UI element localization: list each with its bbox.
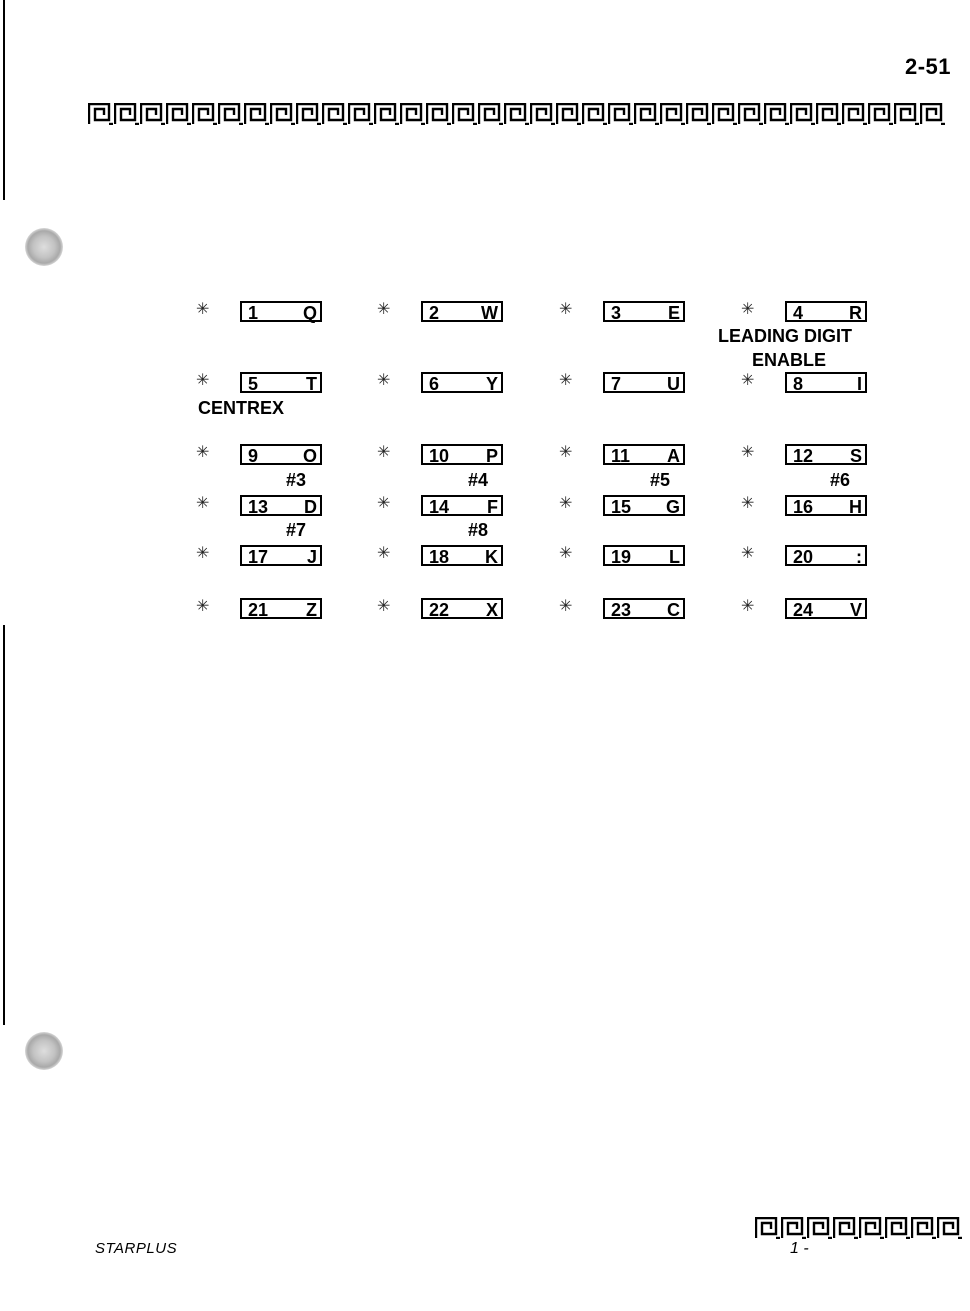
key-15 <box>559 494 734 518</box>
asterisk-icon: ✳ <box>377 545 391 562</box>
key-box <box>240 444 322 465</box>
key-box <box>421 598 503 619</box>
footer-page-number: 1 - <box>790 1240 809 1257</box>
key-10 <box>377 443 552 467</box>
key-box <box>785 372 867 393</box>
key-box <box>603 372 685 393</box>
key-number: 4 <box>793 303 804 323</box>
asterisk-icon: ✳ <box>196 495 210 512</box>
label-hash5: #5 <box>650 470 671 490</box>
key-19 <box>559 544 734 568</box>
greek-key-border-bottom <box>755 1217 967 1239</box>
asterisk-icon: ✳ <box>196 372 210 389</box>
key-box <box>603 444 685 465</box>
asterisk-icon: ✳ <box>377 598 391 615</box>
key-letter: T <box>306 374 317 394</box>
key-17 <box>196 544 371 568</box>
key-letter: S <box>849 446 862 466</box>
asterisk-icon: ✳ <box>196 301 210 318</box>
asterisk-icon: ✳ <box>196 598 210 615</box>
key-number: 8 <box>793 374 804 394</box>
label-hash4: #4 <box>468 470 489 490</box>
key-letter: Y <box>485 374 498 394</box>
punch-hole <box>25 1032 63 1070</box>
asterisk-icon: ✳ <box>377 301 391 318</box>
key-7 <box>559 371 734 395</box>
key-number: 20 <box>793 547 814 567</box>
asterisk-icon: ✳ <box>559 598 573 615</box>
key-21 <box>196 597 371 621</box>
key-letter: V <box>849 600 862 620</box>
key-box <box>785 598 867 619</box>
key-letter: W <box>481 303 498 323</box>
key-number: 10 <box>429 446 450 466</box>
key-12 <box>741 443 916 467</box>
key-24 <box>741 597 916 621</box>
left-margin-rule <box>3 0 5 200</box>
key-6 <box>377 371 552 395</box>
key-letter: Q <box>302 303 317 323</box>
key-box <box>240 545 322 566</box>
asterisk-icon: ✳ <box>377 372 391 389</box>
key-box <box>785 545 867 566</box>
key-box <box>421 372 503 393</box>
key-number: 17 <box>248 547 269 567</box>
key-box <box>603 545 685 566</box>
key-number: 9 <box>248 446 259 466</box>
key-number: 2 <box>429 303 440 323</box>
key-number: 21 <box>248 600 269 620</box>
key-letter: P <box>485 446 498 466</box>
key-box <box>421 301 503 322</box>
label-centrex: CENTREX <box>198 398 285 418</box>
key-8 <box>741 371 916 395</box>
key-11 <box>559 443 734 467</box>
key-letter: F <box>487 497 498 517</box>
key-number: 23 <box>611 600 632 620</box>
label-enable: ENABLE <box>752 350 827 370</box>
key-number: 15 <box>611 497 632 517</box>
key-number: 14 <box>429 497 450 517</box>
asterisk-icon: ✳ <box>559 545 573 562</box>
key-letter: X <box>485 600 498 620</box>
key-box <box>785 301 867 322</box>
key-number: 12 <box>793 446 814 466</box>
key-14 <box>377 494 552 518</box>
key-box <box>240 495 322 516</box>
key-box <box>421 444 503 465</box>
left-margin-rule <box>3 625 5 1025</box>
asterisk-icon: ✳ <box>741 545 755 562</box>
footer-brand: STARPLUS <box>95 1240 178 1257</box>
key-box <box>421 495 503 516</box>
key-number: 18 <box>429 547 450 567</box>
key-number: 11 <box>611 446 631 466</box>
key-letter: G <box>665 497 680 517</box>
key-number: 1 <box>248 303 259 323</box>
page-number: 2-51 <box>905 54 952 79</box>
key-3 <box>559 300 734 324</box>
key-number: 3 <box>611 303 622 323</box>
key-letter: K <box>485 547 498 567</box>
asterisk-icon: ✳ <box>741 301 755 318</box>
asterisk-icon: ✳ <box>741 598 755 615</box>
asterisk-icon: ✳ <box>196 545 210 562</box>
key-letter: J <box>306 547 317 567</box>
asterisk-icon: ✳ <box>559 444 573 461</box>
key-number: 22 <box>429 600 450 620</box>
key-5 <box>196 371 371 395</box>
key-box <box>603 598 685 619</box>
asterisk-icon: ✳ <box>196 444 210 461</box>
key-number: 16 <box>793 497 814 517</box>
key-box <box>240 301 322 322</box>
key-letter: O <box>302 446 317 466</box>
asterisk-icon: ✳ <box>377 495 391 512</box>
key-box <box>240 598 322 619</box>
asterisk-icon: ✳ <box>741 444 755 461</box>
key-letter: A <box>667 446 680 466</box>
key-box <box>603 495 685 516</box>
label-leading-digit: LEADING DIGIT <box>718 326 852 346</box>
key-box <box>785 444 867 465</box>
asterisk-icon: ✳ <box>559 372 573 389</box>
key-letter: I <box>856 374 862 394</box>
key-box <box>785 495 867 516</box>
key-2 <box>377 300 552 324</box>
key-number: 6 <box>429 374 440 394</box>
asterisk-icon: ✳ <box>377 444 391 461</box>
key-letter: Z <box>306 600 317 620</box>
key-letter: D <box>304 497 317 517</box>
key-9 <box>196 443 371 467</box>
label-hash6: #6 <box>830 470 851 490</box>
asterisk-icon: ✳ <box>559 301 573 318</box>
key-23 <box>559 597 734 621</box>
asterisk-icon: ✳ <box>741 495 755 512</box>
key-letter: E <box>667 303 680 323</box>
greek-key-border-top <box>88 103 953 125</box>
key-letter: U <box>667 374 680 394</box>
key-13 <box>196 494 371 518</box>
key-number: 13 <box>248 497 269 517</box>
key-letter: L <box>669 547 680 567</box>
key-number: 7 <box>611 374 622 394</box>
key-number: 19 <box>611 547 632 567</box>
key-4 <box>741 300 916 324</box>
key-letter: : <box>856 547 862 567</box>
label-hash3: #3 <box>286 470 307 490</box>
key-1 <box>196 300 371 324</box>
key-20 <box>741 544 916 568</box>
asterisk-icon: ✳ <box>559 495 573 512</box>
key-number: 5 <box>248 374 259 394</box>
key-letter: R <box>849 303 862 323</box>
asterisk-icon: ✳ <box>741 372 755 389</box>
key-letter: H <box>849 497 862 517</box>
label-hash7: #7 <box>286 520 307 540</box>
key-22 <box>377 597 552 621</box>
key-18 <box>377 544 552 568</box>
label-hash8: #8 <box>468 520 489 540</box>
key-box <box>421 545 503 566</box>
key-box <box>603 301 685 322</box>
key-16 <box>741 494 916 518</box>
punch-hole <box>25 228 63 266</box>
key-letter: C <box>667 600 680 620</box>
key-number: 24 <box>793 600 814 620</box>
key-box <box>240 372 322 393</box>
